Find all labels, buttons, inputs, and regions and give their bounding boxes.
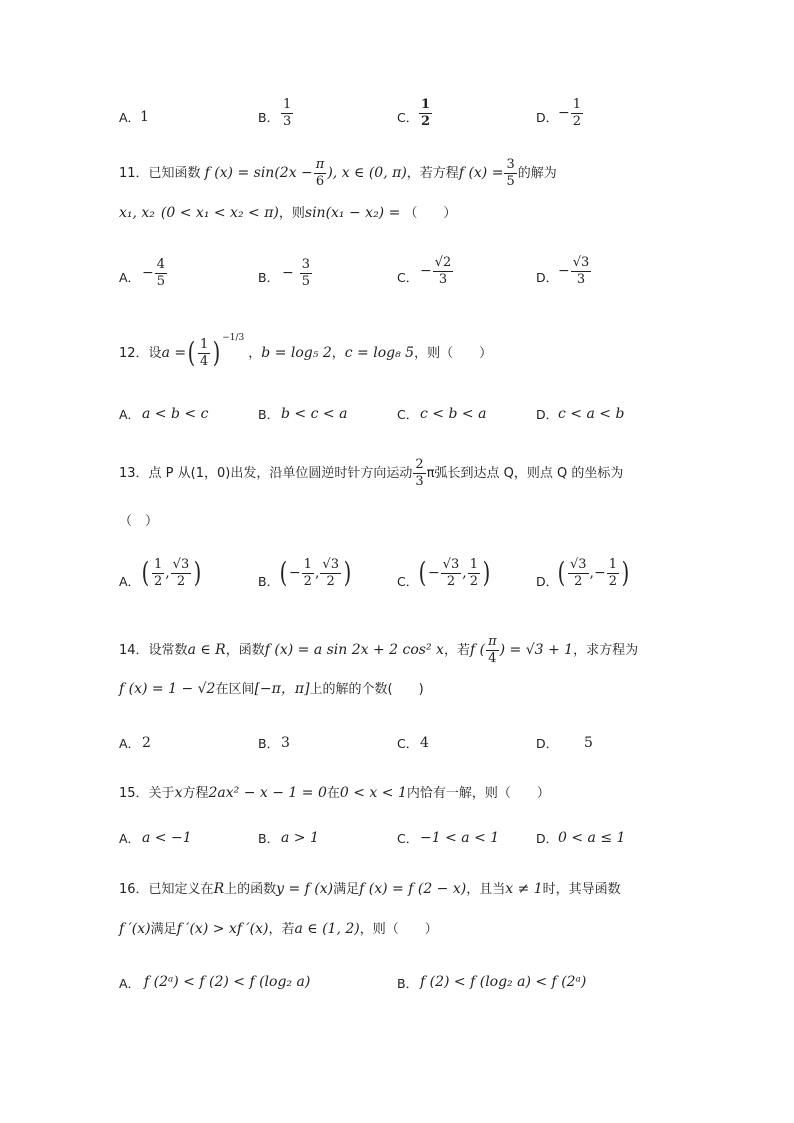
q16-text2: 上的函数 bbox=[224, 881, 277, 897]
q12-option-c-label: C． bbox=[397, 407, 419, 422]
q11-option-b-value: − $\frac{3}{5}$ bbox=[282, 257, 311, 289]
q14-option-c-label: C． bbox=[397, 736, 419, 751]
q15-eq: 2ax² − x − 1 = 0 bbox=[208, 785, 327, 801]
q14-f-post: ) = √3 + 1 bbox=[499, 642, 574, 659]
q13-option-b-value: ( − $\frac{1}{2}$ , $\frac{√3}{2}$ ) bbox=[279, 556, 352, 590]
q14-text3: ，若 bbox=[443, 642, 470, 658]
q12-exponent: −1/3 bbox=[222, 333, 245, 343]
q16-text5: 时，其导函数 bbox=[542, 881, 621, 897]
q10-option-b-value: $\frac{1}{3}$ bbox=[283, 97, 292, 129]
q11-number: 11． bbox=[119, 165, 149, 181]
q16-R: R bbox=[213, 881, 225, 897]
q15-option-a-label: A． bbox=[119, 831, 141, 846]
q11-option-a-label: A． bbox=[119, 270, 141, 285]
q10-option-d-label: D． bbox=[536, 110, 559, 125]
q15-text3: 在 bbox=[326, 785, 340, 801]
q16-option-a-label: A． bbox=[119, 976, 141, 991]
q14-line2-text1: 在区间 bbox=[215, 681, 255, 697]
q15-option-c-value: −1 < a < 1 bbox=[420, 830, 500, 846]
q12-option-d-label: D． bbox=[536, 407, 559, 422]
q12-left-paren: ( bbox=[187, 336, 196, 370]
q11-paren: （ ） bbox=[404, 205, 457, 221]
q11-option-d-value: − $\frac{√3}{3}$ bbox=[558, 255, 590, 287]
q10-option-b-label: B． bbox=[258, 110, 280, 125]
q13-arc-frac: $\frac{2}{3}$ bbox=[415, 457, 424, 489]
q13-option-c-label: C． bbox=[397, 574, 419, 589]
q12-option-b-label: B． bbox=[258, 407, 280, 422]
q14-option-a-label: A． bbox=[119, 736, 141, 751]
q14-text1: 设常数 bbox=[148, 642, 188, 658]
q15-option-b-value: a > 1 bbox=[281, 830, 319, 846]
q14-option-c-value: 4 bbox=[420, 735, 429, 751]
q14-option-b-label: B． bbox=[258, 736, 280, 751]
q16-stem-line1 bbox=[119, 882, 621, 896]
q13-option-a-label: A． bbox=[119, 574, 141, 589]
q11-line2-text: ，则 bbox=[278, 205, 305, 221]
q11-val-frac: $\frac{3}{5}$ bbox=[506, 157, 515, 189]
q11-option-c-value: − $\frac{√2}{3}$ bbox=[420, 255, 452, 287]
q11-option-a-value: − $\frac{4}{5}$ bbox=[142, 257, 166, 289]
q12-option-c-value: c < b < a bbox=[420, 406, 487, 422]
q12-right-paren: ) bbox=[212, 336, 221, 370]
q12-option-b-value: b < c < a bbox=[281, 406, 348, 422]
q14-stem-line2 bbox=[119, 682, 424, 696]
q10-option-d-value: − $\frac{1}{2}$ bbox=[558, 97, 582, 129]
q16-option-b-label: B． bbox=[397, 976, 419, 991]
q15-option-c-label: C． bbox=[397, 831, 419, 846]
q11-func: f (x) = sin(2x − bbox=[204, 165, 313, 182]
q12-option-d-value: c < a < b bbox=[558, 406, 625, 422]
q16-option-a-value: f (2ᵃ) < f (2) < f (log₂ a) bbox=[144, 974, 311, 990]
q12-number: 12． bbox=[119, 345, 149, 361]
q15-text2: 方程 bbox=[182, 785, 209, 801]
q12-text1: 设 bbox=[148, 345, 162, 361]
q11-eq: f (x) = bbox=[458, 165, 504, 182]
q16-text1: 已知定义在 bbox=[148, 881, 214, 897]
q16-text4: ，且当 bbox=[466, 881, 506, 897]
q15-var: x bbox=[174, 785, 183, 801]
q16-line2-text2: ，若 bbox=[268, 921, 295, 937]
q12-base-frac: $\frac{1}{4}$ bbox=[200, 337, 209, 369]
q12-text2: ，则（ ） bbox=[414, 345, 493, 361]
q11-vars: x₁, x₂ bbox=[119, 205, 155, 221]
q13-text1: 点 P 从(1，0)出发，沿单位圆逆时针方向运动 bbox=[148, 465, 413, 481]
q14-number: 14． bbox=[119, 642, 149, 658]
q11-domain: ), x ∈ (0, π) bbox=[327, 165, 407, 182]
q12-stem: 12． 设 a = ( $\frac{1}{4}$ ) −1/3 ， b = log₅ 2 ， c = log₈ 5 ，则（ ） bbox=[119, 333, 493, 370]
q14-a-in: a ∈ R bbox=[187, 642, 226, 659]
q11-text1: 已知函数 bbox=[148, 165, 201, 181]
q11-option-d-label: D． bbox=[536, 270, 559, 285]
q15-option-d-label: D． bbox=[536, 831, 559, 846]
q14-line2-eq: f (x) = 1 − √2 bbox=[119, 681, 216, 697]
q15-option-b-label: B． bbox=[258, 831, 280, 846]
q12-a-eq: a = bbox=[161, 345, 187, 362]
q16-ineq: f ′(x) > xf ′(x) bbox=[176, 921, 269, 937]
q16-option-b-value: f (2) < f (log₂ a) < f (2ᵃ) bbox=[420, 974, 587, 990]
q16-cond: x ≠ 1 bbox=[505, 881, 543, 897]
q10-option-a-value: 1 bbox=[140, 109, 149, 125]
q14-f-frac: $\frac{\pi}{4}$ bbox=[488, 634, 497, 666]
q10-option-c-label: C． bbox=[397, 110, 419, 125]
q14-option-d-label: D． bbox=[536, 736, 559, 751]
q10-option-c-value: $\frac{1}{2}$ bbox=[421, 97, 431, 129]
q11-text2: ，若方程 bbox=[406, 165, 459, 181]
q16-line2-text3: ，则（ ） bbox=[359, 921, 438, 937]
q16-fp: f ′(x) bbox=[119, 921, 151, 937]
q13-option-b-label: B． bbox=[258, 574, 280, 589]
q16-func: y = f (x) bbox=[276, 881, 334, 897]
q13-option-d-label: D． bbox=[536, 574, 559, 589]
q11-cond: (0 < x₁ < x₂ < π) bbox=[160, 205, 279, 221]
q11-expr: sin(x₁ − x₂) = bbox=[304, 205, 401, 221]
q12-c: c = log₈ 5 bbox=[344, 345, 415, 362]
q14-func: f (x) = a sin 2x + 2 cos² x bbox=[264, 642, 444, 659]
q14-text4: ，求方程为 bbox=[573, 642, 639, 658]
q14-option-b-value: 3 bbox=[281, 735, 290, 751]
q11-option-c-label: C． bbox=[397, 270, 419, 285]
q13-text2: π弧长到达点 Q，则点 Q 的坐标为 bbox=[426, 465, 624, 481]
q13-option-c-value: ( − $\frac{√3}{2}$ , $\frac{1}{2}$ ) bbox=[418, 556, 491, 590]
q12-option-a-value: a < b < c bbox=[142, 406, 209, 422]
q16-text3: 满足 bbox=[333, 881, 360, 897]
q15-number: 15． bbox=[119, 785, 149, 801]
q16-number: 16． bbox=[119, 881, 149, 897]
q13-number: 13． bbox=[119, 465, 149, 481]
q14-line2-text2: 上的解的个数( ) bbox=[309, 681, 424, 697]
q13-option-a-value: ( $\frac{1}{2}$ , $\frac{√3}{2}$ ) bbox=[141, 556, 202, 590]
q16-line2-text1: 满足 bbox=[150, 921, 177, 937]
q11-option-b-label: B． bbox=[258, 270, 280, 285]
q14-option-d-value: 5 bbox=[584, 735, 593, 751]
q16-a: a ∈ (1, 2) bbox=[294, 921, 360, 937]
q11-stem-line1 bbox=[119, 158, 557, 188]
q14-stem-line1 bbox=[119, 635, 638, 665]
q15-stem bbox=[119, 786, 550, 800]
q13-option-d-value: ( $\frac{√3}{2}$ , − $\frac{1}{2}$ ) bbox=[557, 556, 630, 590]
q12-b: b = log₅ 2 bbox=[261, 345, 332, 362]
q16-stem-line2 bbox=[119, 922, 438, 936]
q15-range: 0 < x < 1 bbox=[339, 785, 407, 801]
q13-stem-line1 bbox=[119, 458, 623, 488]
q11-text3: 的解为 bbox=[517, 165, 557, 181]
q16-sym: f (x) = f (2 − x) bbox=[359, 881, 467, 897]
q15-option-a-value: a < −1 bbox=[142, 830, 192, 846]
q14-option-a-value: 2 bbox=[142, 735, 151, 751]
q11-pi-frac: $\frac{\pi}{6}$ bbox=[315, 157, 325, 189]
q10-option-a-label: A． bbox=[119, 110, 141, 125]
q15-text1: 关于 bbox=[148, 785, 175, 801]
q15-option-d-value: 0 < a ≤ 1 bbox=[558, 830, 626, 846]
q14-f-pre: f ( bbox=[469, 642, 486, 659]
q13-paren: （ ） bbox=[119, 514, 159, 529]
q12-option-a-label: A． bbox=[119, 407, 141, 422]
q14-text2: ，函数 bbox=[225, 642, 265, 658]
q15-text4: 内恰有一解，则（ ） bbox=[406, 785, 550, 801]
q14-interval: [−π，π] bbox=[254, 681, 310, 697]
q11-stem-line2 bbox=[119, 206, 456, 220]
